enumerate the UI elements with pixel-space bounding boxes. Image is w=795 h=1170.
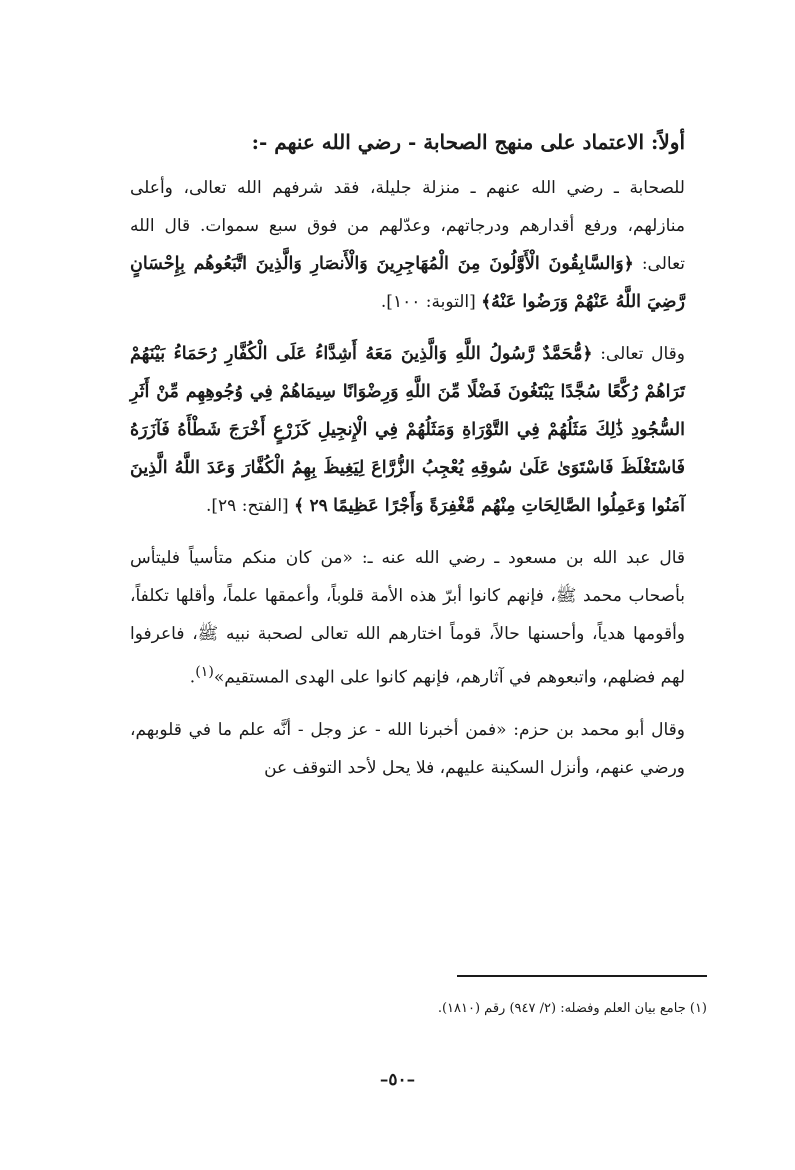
quote-text: قال عبد الله بن مسعود ـ رضي الله عنه ـ: «من كان منكم متأسياً فليتأس بأصحاب محمد ﷺ، فإنهم كانوا أبرّ هذه الأمة قلوباً، وأعمقها علماً، وأقلها تكلفاً، وأقومها هدياً، وأحسنها حالاً، قوماً اختارهم الله تعالى لصحبة نبيه ﷺ، فاعرفوا لهم فضلهم، واتبعوهم في آثارهم، فإنهم كانوا على الهدى المستقيم» <box>130 548 685 688</box>
quran-verse-fath: مُّحَمَّدٌ رَّسُولُ اللَّهِ وَالَّذِينَ مَعَهُ أَشِدَّاءُ عَلَى الْكُفَّارِ رُحَمَاءُ بَيْنَهُمْ تَرَاهُمْ رُكَّعًا سُجَّدًا يَبْتَغُونَ فَضْلًا مِّنَ اللَّهِ وَرِضْوَانًا سِيمَاهُمْ فِي وُجُوهِهِم مِّنْ أَثَرِ السُّجُودِ ذَٰلِكَ مَثَلُهُمْ فِي التَّوْرَاةِ وَمَثَلُهُمْ فِي الْإِنجِيلِ كَزَرْعٍ أَخْرَجَ شَطْأَهُ فَآزَرَهُ فَاسْتَغْلَظَ فَاسْتَوَىٰ عَلَىٰ سُوقِهِ يُعْجِبُ الزُّرَّاعَ لِيَغِيظَ بِهِمُ الْكُفَّارَ وَعَدَ اللَّهُ الَّذِينَ آمَنُوا وَعَمِلُوا الصَّالِحَاتِ مِنْهُم مَّغْفِرَةً وَأَجْرًا عَظِيمًا <box>130 344 685 516</box>
verse-open-bracket: ﴿ <box>623 254 634 274</box>
footnote-text: (١) جامع بيان العلم وفضله: (٢/ ٩٤٧) رقم (١٨١٠). <box>437 1001 707 1016</box>
verse-reference: [التوبة: ١٠٠]. <box>380 292 482 312</box>
paragraph-fath-verse <box>130 335 685 525</box>
footnote-marker[interactable]: (١) <box>195 664 214 680</box>
paragraph-companions-status <box>130 169 685 321</box>
paragraph-ibn-masud-quote <box>130 539 685 697</box>
ayah-number-marker: ٢٩ <box>309 496 328 516</box>
page-body <box>130 125 685 801</box>
section-heading: أولاً: الاعتماد على منهج الصحابة - رضي الله عنهم -: <box>251 130 685 154</box>
verse-close-bracket: ﴾ <box>481 292 492 312</box>
paragraph-intro: وقال تعالى: <box>592 344 685 364</box>
paragraph-text: للصحابة ـ رضي الله عنهم ـ منزلة جليلة، فقد شرفهم الله تعالى، وأعلى منازلهم، ورفع أقدارهم ودرجاتهم، وعدّلهم من فوق سبع سموات. قال الله تعالى: <box>130 178 686 274</box>
quote-end: . <box>189 667 196 688</box>
verse-open-bracket: ﴿ <box>582 344 593 364</box>
quran-verse-tawbah: وَالسَّابِقُونَ الْأَوَّلُونَ مِنَ الْمُهَاجِرِينَ وَالْأَنصَارِ وَالَّذِينَ اتَّبَعُوهُم بِإِحْسَانٍ رَّضِيَ اللَّهُ عَنْهُمْ وَرَضُوا عَنْهُ <box>130 254 685 312</box>
page-number: –٥٠– <box>379 1070 416 1090</box>
verse-close-bracket: ﴾ <box>294 496 305 516</box>
verse-reference: [الفتح: ٢٩]. <box>206 496 295 516</box>
footnote-separator <box>457 975 707 977</box>
paragraph-ibn-hazm-quote: وقال أبو محمد بن حزم: «فمن أخبرنا الله - عز وجل - أنَّه علم ما في قلوبهم، ورضي عنهم، وأنزل السكينة عليهم، فلا يحل لأحد التوقف عن <box>130 719 685 778</box>
